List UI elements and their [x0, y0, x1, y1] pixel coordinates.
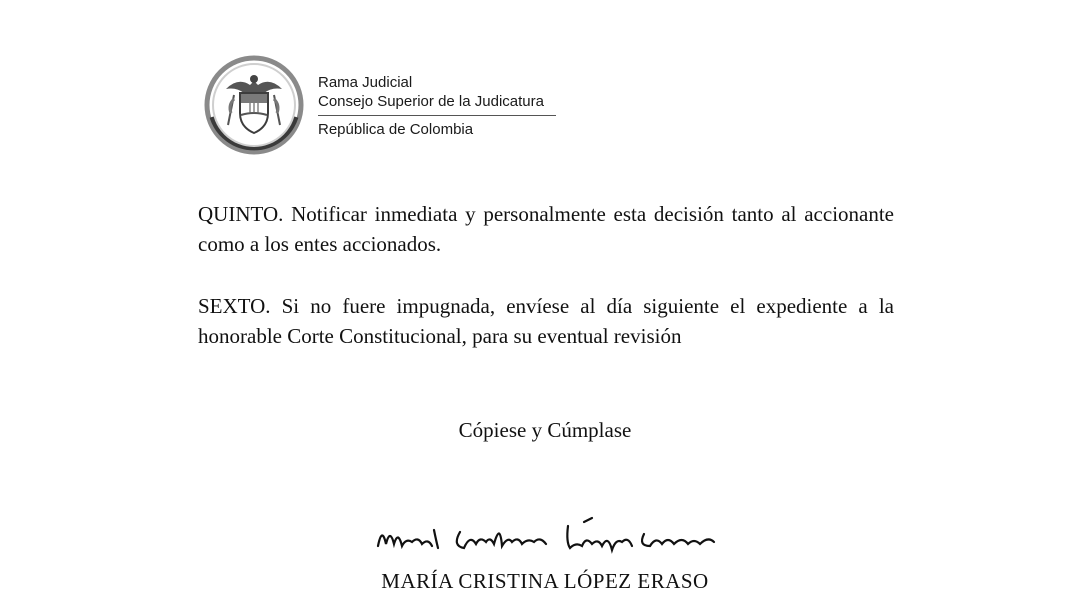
letterhead-line-consejo: Consejo Superior de la Judicatura — [318, 93, 544, 110]
letterhead-line-rama-judicial: Rama Judicial — [318, 74, 413, 91]
letterhead-divider — [318, 115, 556, 116]
paragraph-quinto: QUINTO. Notificar inmediata y personalmente esta decisión tanto al accionante como a los entes accionados. — [198, 202, 894, 256]
handwritten-signature — [372, 512, 722, 562]
colombia-coat-of-arms-icon — [204, 55, 304, 155]
letterhead — [204, 55, 564, 157]
closing-formula: Cópiese y Cúmplase — [458, 418, 632, 442]
letterhead-institution — [318, 73, 544, 111]
signer-printed-name: MARÍA CRISTINA LÓPEZ ERASO — [381, 569, 709, 593]
letterhead-line-republica: República de Colombia — [318, 121, 474, 138]
paragraph-sexto: SEXTO. Si no fuere impugnada, envíese al día siguiente el expediente a la honorable Corte Constitucional, para su eventual revisión — [198, 294, 894, 348]
